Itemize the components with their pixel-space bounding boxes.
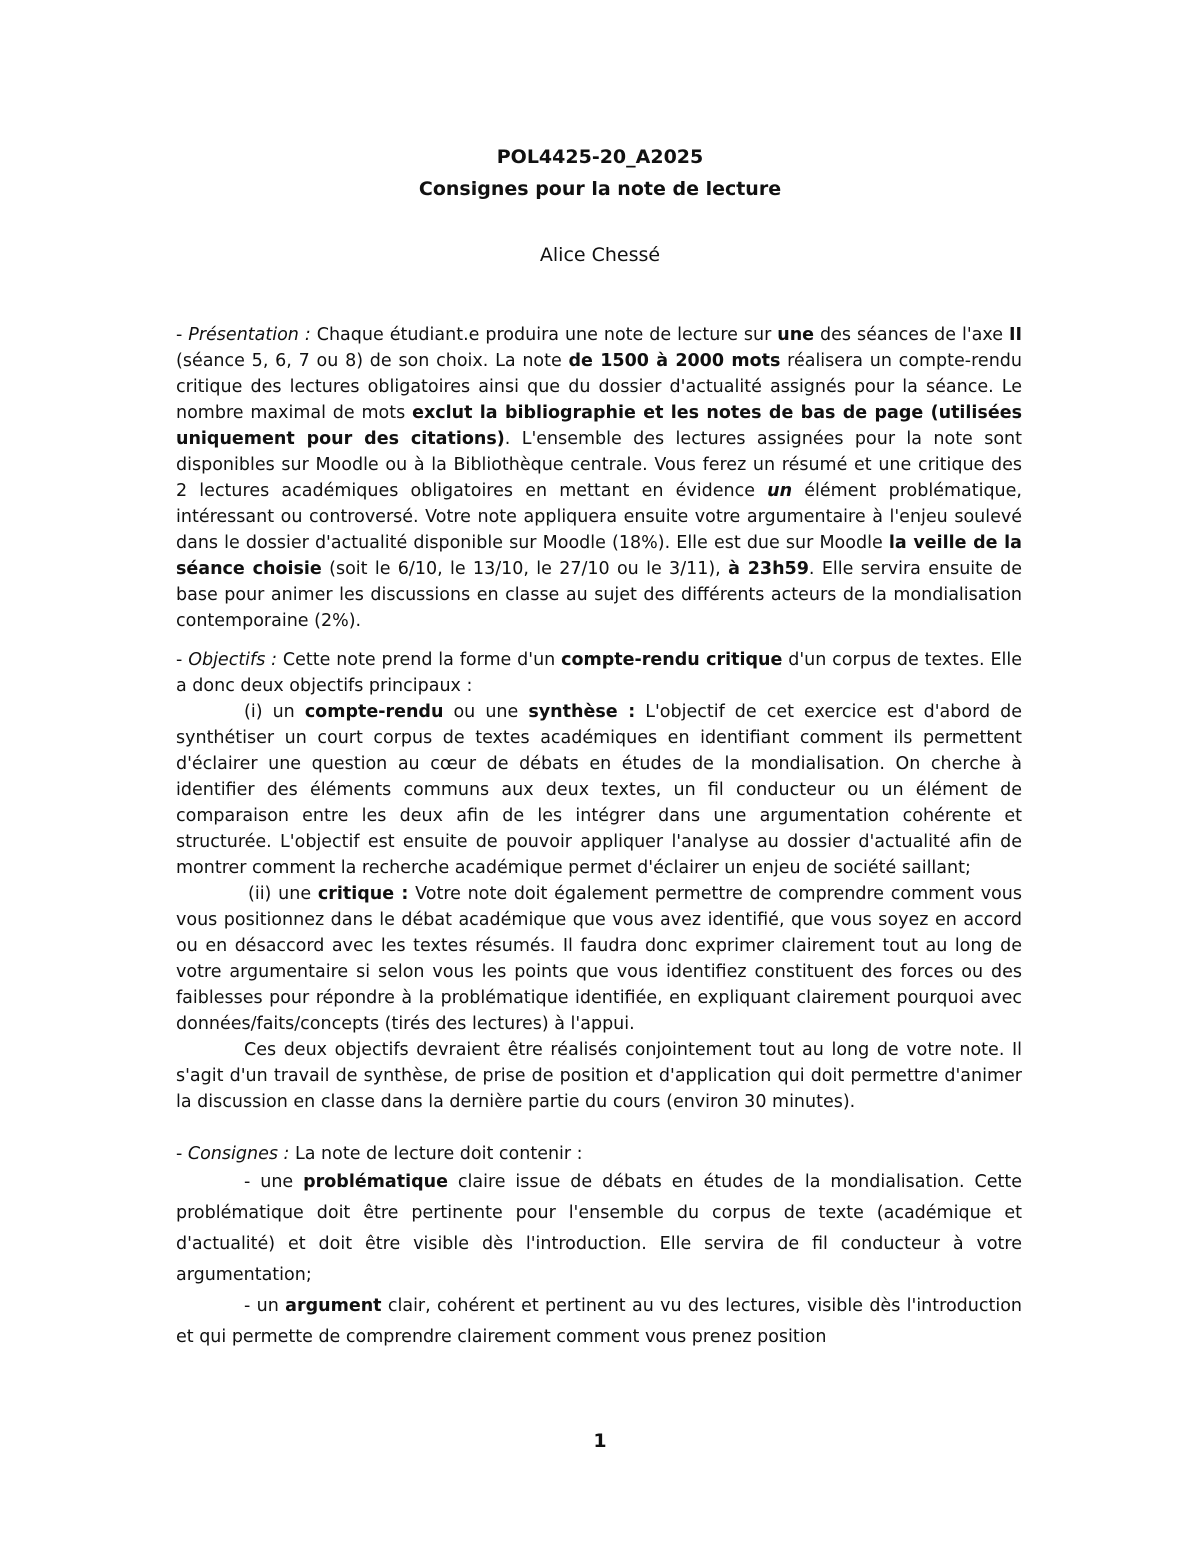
list-item: - une problématique claire issue de débats en études de la mondialisation. Cette problématique doit être pertinente pour l'ensemble du corpus de texte (académique et d'actualité) et doit être visible dès l'introduction. Elle servira de fil conducteur à votre argumentation; — [176, 1172, 1022, 1285]
document-body — [176, 322, 1022, 1353]
objective-item-critique: (ii) une critique : Votre note doit également permettre de comprendre comment vous vous positionnez dans le débat académique que vous avez identifié, que vous soyez en accord ou en désaccord avec les textes résumés. Il faudra donc exprimer clairement tout au long de votre argumentaire si selon vous les points que vous identifiez constituent des forces ou des faiblesses pour répondre à la problématique identifiée, en expliquant clairement pourquoi avec données/faits/concepts (tirés des lectures) à l'appui. — [176, 884, 1022, 1034]
course-code: POL4425-20_A2025 — [496, 146, 704, 168]
list-item: - un argument clair, cohérent et pertinent au vu des lectures, visible dès l'introduction et qui permette de comprendre clairement comment vous prenez position — [176, 1296, 1022, 1347]
objective-item-synthese: (i) un compte-rendu ou une synthèse : L'objectif de cet exercice est d'abord de synthétiser un court corpus de textes académiques en identifiant comment ils permettent d'éclairer une question au cœur de débats en études de la mondialisation. On cherche à identifier des éléments communs aux deux textes, un fil conducteur ou un élément de comparaison entre les deux afin de les intégrer dans une argumentation cohérente et structurée. L'objectif est ensuite de pouvoir appliquer l'analyse au dossier d'actualité afin de montrer comment la recherche académique permet d'éclairer un enjeu de société saillant; — [176, 702, 1023, 878]
document-title: Consignes pour la note de lecture — [418, 178, 782, 200]
presentation-paragraph: - Présentation : Chaque étudiant.e produira une note de lecture sur une des séances de l'axe II (séance 5, 6, 7 ou 8) de son choix. La note de 1500 à 2000 mots réalisera un compte-rendu critique des lectures obligatoires ainsi que du dossier d'actualité assignés pour la séance. Le nombre maximal de mots exclut la bibliographie et les notes de bas de page (utilisées uniquement pour des citations). L'ensemble des lectures assignées pour la note sont disponibles sur Moodle ou à la Bibliothèque centrale. Vous ferez un résumé et une critique des 2 lectures académiques obligatoires en mettant en évidence un élément problématique, intéressant ou controversé. Votre note appliquera ensuite votre argumentaire à l'enjeu soulevé dans le dossier d'actualité disponible sur Moodle (18%). Elle est due sur Moodle la veille de la séance choisie (soit le 6/10, le 13/10, le 27/10 ou le 3/11), à 23h59. Elle servira ensuite de base pour animer les discussions en classe au sujet des différents acteurs de la mondialisation contemporaine (2%). — [176, 325, 1023, 631]
page-number: 1 — [593, 1430, 607, 1452]
objectifs-closing: Ces deux objectifs devraient être réalisés conjointement tout au long de votre note. Il s'agit d'un travail de synthèse, de prise de position et d'application qui doit permettre d'animer la discussion en classe dans la dernière partie du cours (environ 30 minutes). — [176, 1040, 1022, 1112]
consignes-label: Consignes : — [187, 1144, 290, 1164]
presentation-label: Présentation : — [188, 325, 311, 345]
author-name: Alice Chessé — [539, 244, 661, 266]
objectifs-label: Objectifs : — [188, 650, 278, 670]
objectifs-paragraph: - Objectifs : Cette note prend la forme d'un compte-rendu critique d'un corpus de textes. Elle a donc deux objectifs principaux : — [176, 650, 1023, 696]
consignes-list — [176, 1167, 1022, 1353]
consignes-paragraph: - Consignes : La note de lecture doit contenir : — [176, 1144, 583, 1164]
